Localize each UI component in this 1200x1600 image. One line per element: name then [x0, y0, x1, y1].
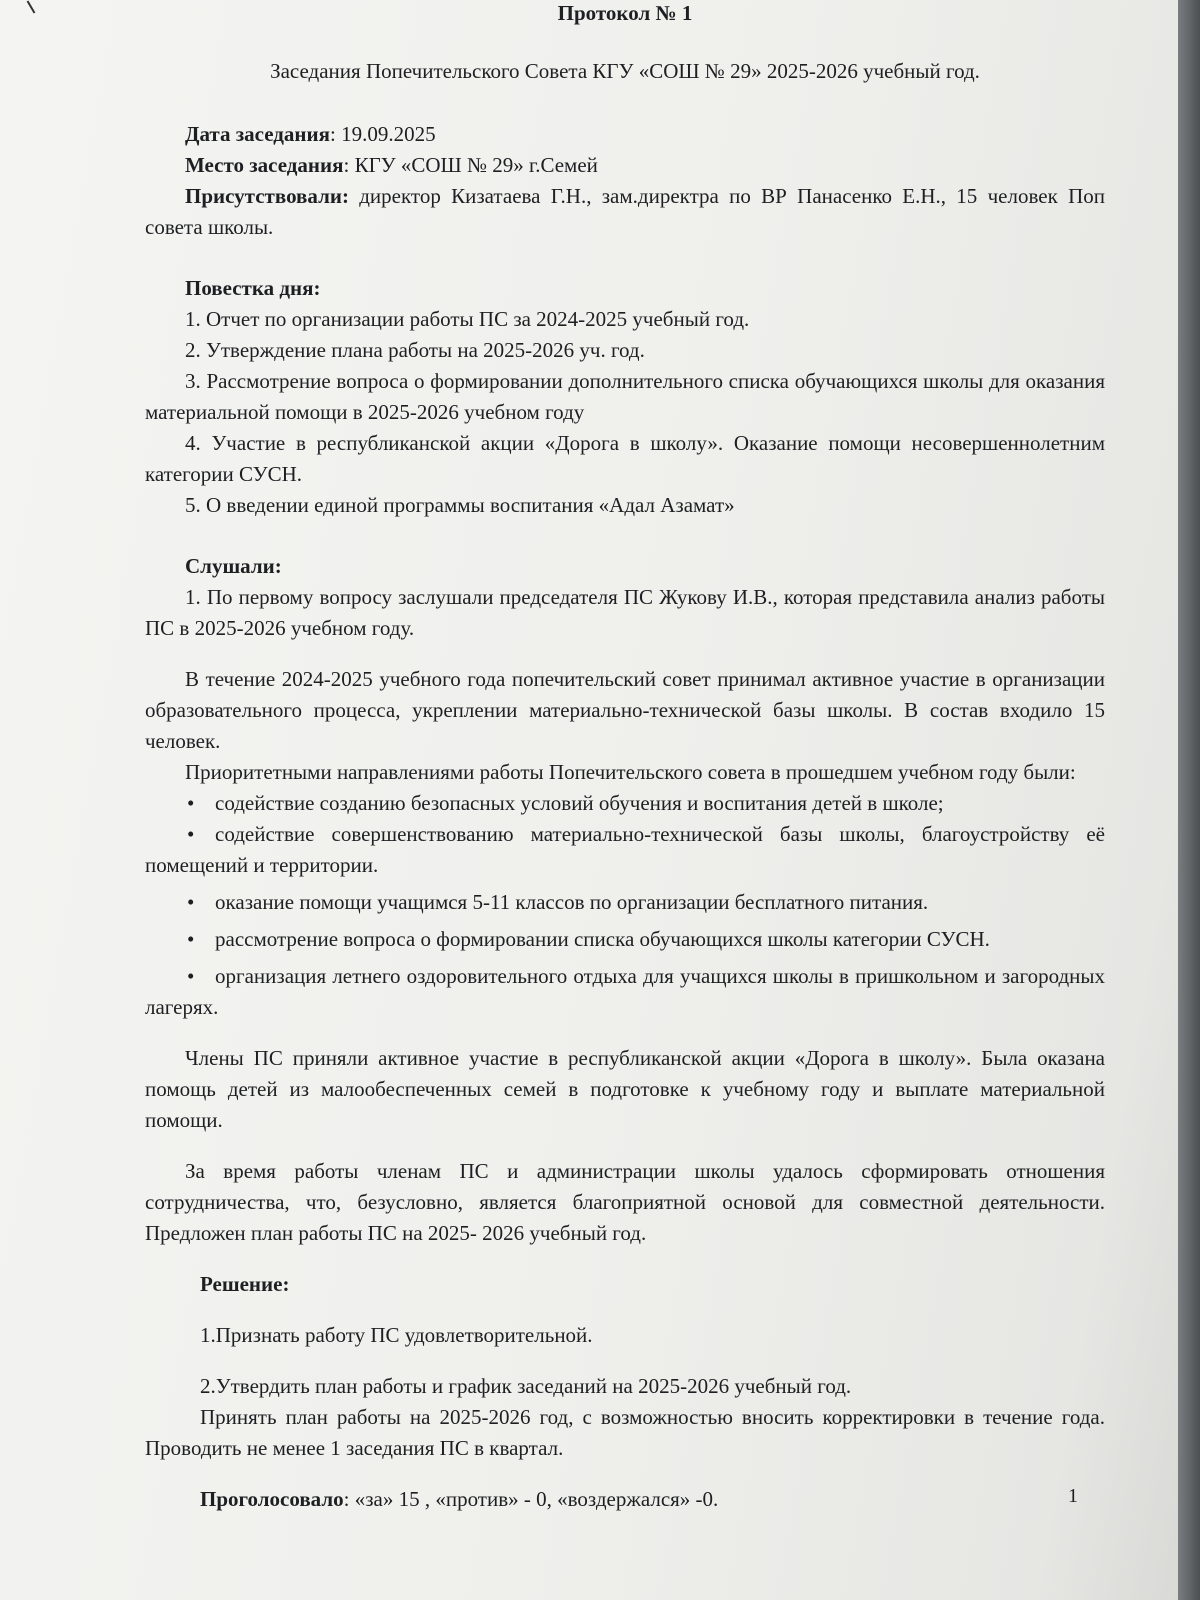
date-label: Дата заседания [185, 122, 330, 146]
date-value: : 19.09.2025 [329, 122, 436, 146]
report-paragraph: Члены ПС приняли активное участие в республиканской акции «Дорога в школу». Была оказана помощь детей из малообеспеченных семей в подготовке к учебному году и выплате материальной помощи. [145, 1046, 1105, 1132]
place-value: : КГУ «СОШ № 29» г.Семей [343, 153, 598, 177]
bullet-icon: • [187, 822, 195, 846]
list-item: • содействие созданию безопасных условий обучения и воспитания детей в школе; [145, 788, 1105, 819]
bullet-icon: • [187, 791, 195, 815]
decision-item: 1.Признать работу ПС удовлетворительной. [200, 1323, 593, 1347]
meeting-place [145, 150, 1105, 181]
bullet-icon: • [187, 964, 195, 988]
list-item: • содействие совершенствованию материально-технической базы школы, благоустройству её помещений и территории. [145, 819, 1105, 881]
agenda-heading: Повестка дня: [185, 276, 321, 300]
list-item: • оказание помощи учащимся 5-11 классов по организации бесплатного питания. [145, 887, 1105, 918]
decision-item: Принять план работы на 2025-2026 год, с возможностью вносить корректировки в течение года. Проводить не менее 1 заседания ПС в квартал. [145, 1405, 1105, 1460]
vote-result [145, 1484, 1105, 1515]
present-label: Присутствовали: [185, 184, 349, 208]
vote-label: Проголосовало [200, 1487, 344, 1511]
agenda-item: 5. О введении единой программы воспитания «Адал Азамат» [185, 493, 735, 517]
report-paragraph: В течение 2024-2025 учебного года попечительский совет принимал активное участие в организации образовательного процесса, укреплении материально-технической базы школы. В состав входило 15 человек. [145, 667, 1105, 753]
decision-item: 2.Утвердить план работы и график заседаний на 2025-2026 учебный год. [200, 1374, 852, 1398]
agenda-item: 2. Утверждение плана работы на 2025-2026 уч. год. [185, 338, 645, 362]
agenda-item: 3. Рассмотрение вопроса о формировании дополнительного списка обучающихся школы для оказания материальной помощи в 2025-2026 учебном году [145, 369, 1105, 424]
present-value: директор Кизатаева Г.Н., зам.директра по ВР Панасенко Е.Н., 15 человек Поп совета школы. [145, 184, 1105, 239]
heard-heading: Слушали: [185, 554, 282, 578]
place-label: Место заседания [185, 153, 344, 177]
background-edge [1178, 0, 1200, 1600]
heard-item: 1. По первому вопросу заслушали председателя ПС Жукову И.В., которая представила анализ работы ПС в 2025-2026 учебном году. [145, 585, 1105, 640]
bullet-icon: • [187, 927, 195, 951]
attendees [145, 181, 1105, 243]
agenda-item: 4. Участие в республиканской акции «Дорога в школу». Оказание помощи несовершеннолетним категории СУСН. [145, 431, 1105, 486]
document-body [145, 0, 1105, 1515]
agenda-item: 1. Отчет по организации работы ПС за 2024-2025 учебный год. [185, 307, 750, 331]
page-number: 1 [1068, 1485, 1078, 1507]
pen-mark [27, 0, 36, 13]
vote-value: : «за» 15 , «против» - 0, «воздержался» -0. [343, 1487, 719, 1511]
report-paragraph: Приоритетными направлениями работы Попечительского совета в прошедшем учебном году были: [185, 760, 1076, 784]
meeting-date [145, 119, 1105, 150]
bullet-icon: • [187, 890, 195, 914]
report-paragraph: За время работы членам ПС и администрации школы удалось сформировать отношения сотрудничества, что, безусловно, является благоприятной основой для совместной деятельности. Предложен план работы ПС на 2025- 2026 учебный год. [145, 1159, 1105, 1245]
document-subtitle: Заседания Попечительского Совета КГУ «СОШ № 29» 2025-2026 учебный год. [270, 59, 980, 83]
list-item: • организация летнего оздоровительного отдыха для учащихся школы в пришкольном и загородных лагерях. [145, 961, 1105, 1023]
decision-heading: Решение: [200, 1272, 290, 1296]
priority-list [145, 788, 1105, 1023]
list-item: • рассмотрение вопроса о формировании списка обучающихся школы категории СУСН. [145, 924, 1105, 955]
document-title: Протокол № 1 [557, 1, 693, 25]
